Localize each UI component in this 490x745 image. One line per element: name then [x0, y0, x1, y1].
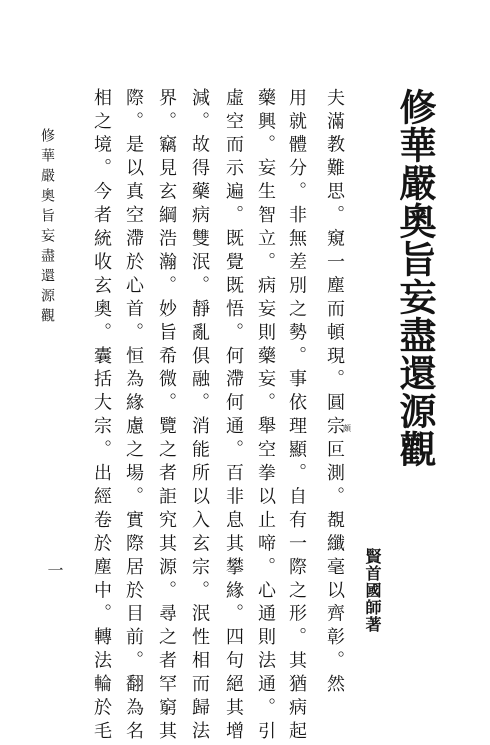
- page-number: 一: [45, 562, 64, 578]
- body-column-1: 夫滿教難思。窺一塵而頓現。圓宗叵測。覩纖毫以齊彰。然: [324, 88, 345, 698]
- body-column-8: 相之境。今者統收玄奧。囊括大宗。出經卷於塵中。轉法輪於毛: [91, 88, 112, 745]
- author-line: 賢首國師著: [363, 548, 382, 633]
- interlinear-annotation: 頗: [343, 424, 351, 433]
- body-column-6: 界。竊見玄綱浩瀚。妙旨希微。覽之者詎究其源。尋之者罕窮其: [156, 88, 177, 745]
- body-column-5: 減。故得藥病雙泯。靜亂俱融。消能所以入玄宗。泯性相而歸法: [189, 88, 210, 745]
- document-title: 修華嚴奧旨妄盡還源觀: [393, 88, 436, 468]
- body-column-2: 用就體分。非無差別之勢。事依理顯。自有一際之形。其猶病起: [286, 88, 307, 745]
- body-column-7: 際。是以真空滯於心首。恒為緣慮之場。實際居於目前。翻為名: [123, 88, 144, 745]
- body-column-4: 虛空而示遍。既覺既悟。何滯何通。百非息其攀緣。四句絕其增: [223, 88, 244, 745]
- body-column-3: 藥興。妄生智立。病妄則藥妄。舉空拳以止啼。心通則法通。引: [255, 88, 276, 745]
- margin-title: 修華嚴奧旨妄盡還源觀: [39, 128, 55, 328]
